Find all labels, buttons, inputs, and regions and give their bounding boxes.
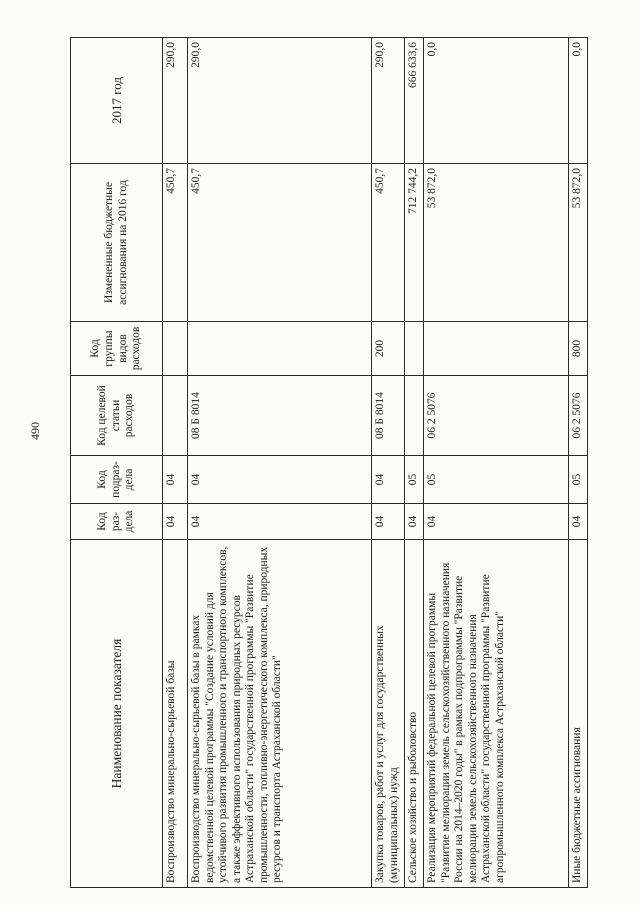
page-number: 490 <box>28 422 42 440</box>
cell-name: Реализация мероприятий федеральной целевой программы "Развитие мелиорации земель сельскохозяйственного назначения России на 2014–2020 годы" в рамках подпрограммы "Развитие мелиорации земель сельскохозяйственного назначения Астраханской области" государственной программы "Развитие агропромышленного комплекса Астраханской области" <box>424 540 569 888</box>
cell-subsection: 05 <box>569 456 588 504</box>
cell-subsection: 04 <box>188 456 372 504</box>
cell-group <box>163 322 188 376</box>
header-changed: Измененные бюджетные ассигнования на 2016 год <box>71 164 163 322</box>
cell-target <box>163 376 188 456</box>
cell-section: 04 <box>405 504 424 540</box>
cell-subsection: 05 <box>424 456 569 504</box>
cell-target <box>405 376 424 456</box>
header-group: Код группы видов расходов <box>71 322 163 376</box>
cell-year-2017: 290,0 <box>163 38 188 164</box>
cell-changed: 450,7 <box>372 164 405 322</box>
cell-target: 06 2 5076 <box>424 376 569 456</box>
cell-group: 800 <box>569 322 588 376</box>
table-row <box>424 38 569 888</box>
table-row <box>163 38 188 888</box>
cell-group <box>188 322 372 376</box>
budget-table-page <box>70 38 587 888</box>
cell-group <box>405 322 424 376</box>
cell-changed: 712 744,2 <box>405 164 424 322</box>
cell-changed: 450,7 <box>163 164 188 322</box>
cell-target: 08 Б 8014 <box>188 376 372 456</box>
cell-section: 04 <box>188 504 372 540</box>
cell-section: 04 <box>163 504 188 540</box>
cell-group: 200 <box>372 322 405 376</box>
cell-changed: 450,7 <box>188 164 372 322</box>
cell-section: 04 <box>372 504 405 540</box>
header-section: Код раз- дела <box>71 504 163 540</box>
cell-name: Сельское хозяйство и рыболовство <box>405 540 424 888</box>
cell-section: 04 <box>424 504 569 540</box>
table-row <box>569 38 588 888</box>
cell-year-2017: 666 633,6 <box>405 38 424 164</box>
table-row <box>405 38 424 888</box>
cell-target: 06 2 5076 <box>569 376 588 456</box>
table-row <box>372 38 405 888</box>
cell-year-2017: 0,0 <box>424 38 569 164</box>
header-year-2017: 2017 год <box>71 38 163 164</box>
budget-table <box>70 37 588 888</box>
cell-subsection: 04 <box>163 456 188 504</box>
header-subsection: Код подраз- дела <box>71 456 163 504</box>
cell-name: Воспроизводство минерально-сырьевой базы <box>163 540 188 888</box>
cell-name: Воспроизводство минерально-сырьевой базы в рамках ведомственной целевой программы "Создание условий для устойчивого развития промышленного и транспортного комплексов, а также эффективного использования природных ресурсов Астраханской области" государственной программы "Развитие промышленности, топливно-энергетического комплекса, природных ресурсов и транспорта Астраханской области" <box>188 540 372 888</box>
cell-group <box>424 322 569 376</box>
table-header-row <box>71 38 163 888</box>
cell-name: Закупка товаров, работ и услуг для государственных (муниципальных) нужд <box>372 540 405 888</box>
header-target: Код целевой статьи расходов <box>71 376 163 456</box>
header-name: Наименование показателя <box>71 540 163 888</box>
cell-subsection: 05 <box>405 456 424 504</box>
table-row <box>188 38 372 888</box>
cell-year-2017: 290,0 <box>372 38 405 164</box>
cell-changed: 53 872,0 <box>424 164 569 322</box>
cell-subsection: 04 <box>372 456 405 504</box>
cell-changed: 53 872,0 <box>569 164 588 322</box>
cell-year-2017: 290,0 <box>188 38 372 164</box>
cell-year-2017: 0,0 <box>569 38 588 164</box>
cell-section: 04 <box>569 504 588 540</box>
cell-name: Иные бюджетные ассигнования <box>569 540 588 888</box>
cell-target: 08 Б 8014 <box>372 376 405 456</box>
